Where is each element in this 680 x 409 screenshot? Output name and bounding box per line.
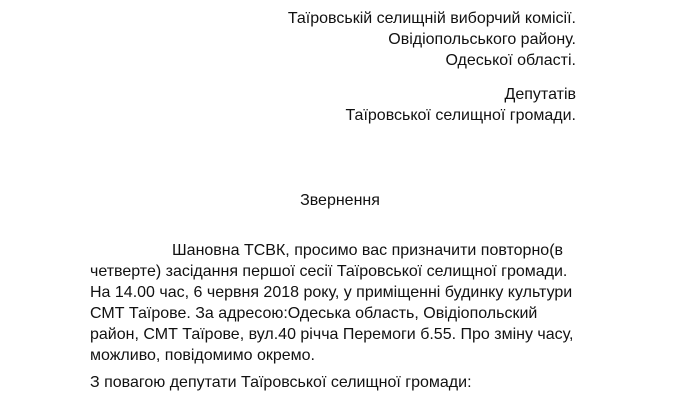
body-line: район, СМТ Таїрове, вул.40 річча Перемоги б.55. Про зміну часу,	[90, 326, 574, 343]
sender-block	[346, 84, 577, 126]
sender-line: Депутатів	[504, 86, 576, 103]
body-line: На 14.00 час, 6 червня 2018 року, у приміщенні будинку культури	[90, 284, 573, 301]
body-line: можливо, повідомимо окремо.	[90, 347, 315, 364]
closing-line: З повагою депутати Таїровської селищної громади:	[90, 374, 472, 391]
sender-line: Таїровської селищної громади.	[345, 107, 576, 124]
addressee-line: Овідіопольського району.	[388, 31, 576, 48]
addressee-line: Одеської області.	[445, 52, 576, 69]
body-line: Шановна ТСВК, просимо вас призначити повторно(в	[172, 242, 564, 259]
body-line: четверте) засідання першої сесії Таїровської селищної громади.	[90, 263, 568, 280]
addressee-line: Таїровській селищній виборчий комісії.	[287, 10, 576, 27]
appeal-body	[90, 240, 590, 366]
body-line: СМТ Таїрове. За адресою:Одеська область, Овідіопольский	[90, 305, 538, 322]
addressee-block	[288, 8, 576, 71]
document-title: Звернення	[300, 192, 380, 209]
